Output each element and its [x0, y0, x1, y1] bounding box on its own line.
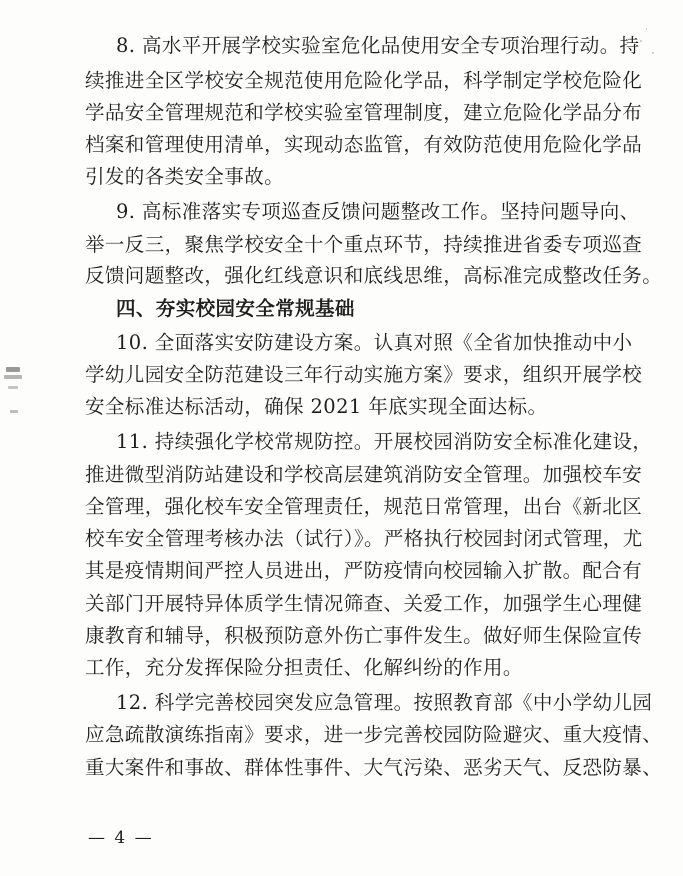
paragraph-9-line-2: 举一反三，聚焦学校安全十个重点环节，持续推进省委专项巡查	[85, 233, 643, 256]
scan-mark	[10, 410, 18, 413]
scan-speck	[646, 28, 647, 30]
page-number: — 4 —	[88, 828, 154, 848]
paragraph-9-line-3: 反馈问题整改，强化红线意识和底线思维，高标准完成整改任务。	[85, 264, 663, 287]
scan-mark	[6, 367, 20, 372]
paragraph-10-line-3: 安全标准达标活动，确保 2021 年底实现全面达标。	[85, 395, 548, 418]
paragraph-8-line-4: 档案和管理使用清单，实现动态监管，有效防范使用危险化学品	[85, 133, 643, 156]
paragraph-11-line-3: 全管理，强化校车安全管理责任，规范日常管理，出台《新北区	[85, 495, 643, 518]
paragraph-8-line-3: 学品安全管理规范和学校实验室管理制度，建立危险化学品分布	[85, 101, 643, 124]
paragraph-12-line-2: 应急疏散演练指南》要求，进一步完善校园防险避灾、重大疫情、	[85, 723, 663, 746]
scan-mark	[4, 375, 22, 379]
paragraph-11-line-5: 其是疫情期间严控人员进出，严防疫情向校园输入扩散。配合有	[85, 559, 643, 582]
scan-mark	[8, 386, 18, 389]
paragraph-11-line-6: 关部门开展特异体质学生情况筛查、关爱工作，加强学生心理健	[85, 592, 643, 615]
paragraph-8-line-5: 引发的各类安全事故。	[85, 165, 285, 188]
paragraph-11-line-7: 康教育和辅导，积极预防意外伤亡事件发生。做好师生保险宣传	[85, 624, 643, 647]
paragraph-8-line-2: 续推进全区学校安全规范使用危险化学品，科学制定学校危险化	[85, 69, 643, 92]
section-heading: 四、夯实校园安全常规基础	[116, 297, 355, 320]
paragraph-12-line-3: 重大案件和事故、群体性事件、大气污染、恶劣天气、反恐防暴、	[85, 756, 663, 779]
paragraph-10-line-1: 10. 全面落实安防建设方案。认真对照《全省加快推动中小	[116, 331, 633, 354]
scan-speck	[640, 40, 642, 42]
scan-speck	[652, 52, 654, 54]
paragraph-10-line-2: 学幼儿园安全防范建设三年行动实施方案》要求，组织开展学校	[85, 363, 643, 386]
paragraph-11-line-1: 11. 持续强化学校常规防控。开展校园消防安全标准化建设，	[116, 430, 653, 453]
paragraph-11-line-2: 推进微型消防站建设和学校高层建筑消防安全管理。加强校车安	[85, 463, 643, 486]
paragraph-12-line-1: 12. 科学完善校园突发应急管理。按照教育部《中小学幼儿园	[116, 691, 653, 714]
paragraph-11-line-4: 校车安全管理考核办法（试行）》。严格执行校园封闭式管理，尤	[85, 527, 643, 550]
paragraph-11-line-8: 工作，充分发挥保险分担责任、化解纠纷的作用。	[85, 656, 523, 679]
paragraph-8-line-1: 8. 高水平开展学校实验室危化品使用安全专项治理行动。持	[116, 34, 640, 57]
paragraph-9-line-1: 9. 高标准落实专项巡查反馈问题整改工作。坚持问题导向、	[116, 200, 640, 223]
